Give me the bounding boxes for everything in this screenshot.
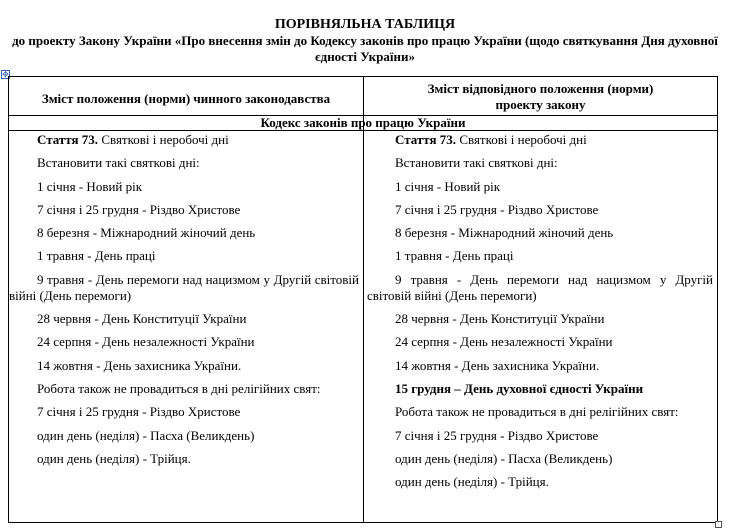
new-holiday-item: 15 грудня – День духовної єдності України [395,380,644,396]
list-item: 8 березня - Міжнародний жіночий день [37,225,256,241]
list-item: 28 червня - День Конституції України [395,311,605,327]
list-item: 9 травня - День перемоги над нацизмом у Другій світовій війні (День перемоги) [367,271,713,303]
list-item: 1 травня - День праці [37,248,156,264]
list-item: 8 березня - Міжнародний жіночий день [395,225,614,241]
header-current-law: Зміст положення (норми) чинного законодавства [41,91,331,106]
list-item: один день (неділя) - Пасха (Великдень) [37,427,255,443]
list-item: 7 січня і 25 грудня - Різдво Христове [37,201,241,217]
article-heading [9,132,359,148]
article-heading [367,132,713,148]
article-number: Стаття 73. [395,132,457,147]
article-title: Святкові і неробочі дні [98,132,229,147]
article-number: Стаття 73. [37,132,99,147]
list-item: 7 січня і 25 грудня - Різдво Христове [395,427,599,443]
document-subtitle: до проекту Закону України «Про внесення змін до Кодексу законів про працю України (щодо святкування Дня духовної єдності України» [12,33,718,64]
table-resize-handle[interactable] [715,521,722,528]
list-item: 14 жовтня - День захисника України. [395,357,600,373]
header-draft-law: Зміст відповідного положення (норми) проекту закону [427,81,654,112]
list-item: 28 червня - День Конституції України [37,311,247,327]
list-item: 14 жовтня - День захисника України. [37,357,242,373]
list-item: 1 січня - Новий рік [37,178,143,194]
list-item: 24 серпня - День незалежності України [37,334,255,350]
list-item: 1 січня - Новий рік [395,178,501,194]
column-draft-law [367,132,713,497]
article-title: Святкові і неробочі дні [456,132,587,147]
section-title: Кодекс законів про працю України [260,115,466,130]
section-divider [9,130,717,131]
document-title: ПОРІВНЯЛЬНА ТАБЛИЦЯ [274,17,456,32]
list-item: 7 січня і 25 грудня - Різдво Христове [37,404,241,420]
list-item: один день (неділя) - Пасха (Великдень) [395,450,613,466]
list-item: один день (неділя) - Трійця. [37,450,191,466]
table-move-handle-icon[interactable]: ✥ [2,70,9,79]
list-item: один день (неділя) - Трійця. [395,474,549,490]
list-item: Встановити такі святкові дні: [395,155,558,171]
list-item: 1 травня - День праці [395,248,514,264]
column-current-law [9,132,359,474]
list-item: 7 січня і 25 грудня - Різдво Христове [395,201,599,217]
list-item: 9 травня - День перемоги над нацизмом у Другій світовій війні (День перемоги) [9,271,359,303]
list-item: Встановити такі святкові дні: [37,155,200,171]
list-item: Робота також не провадиться в дні релігійних свят: [37,380,321,396]
list-item: 24 серпня - День незалежності України [395,334,613,350]
comparison-table [8,76,718,523]
list-item: Робота також не провадиться в дні релігійних свят: [395,404,679,420]
column-divider [363,77,364,522]
